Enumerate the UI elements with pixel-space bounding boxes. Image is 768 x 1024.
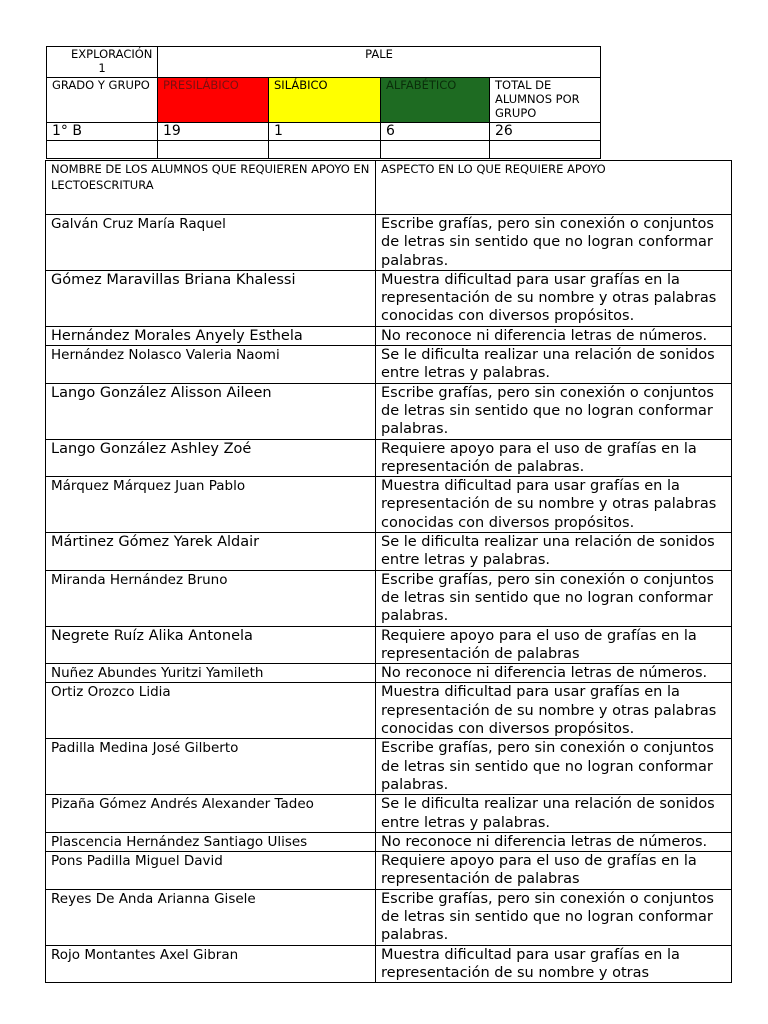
blank-cell — [158, 141, 269, 159]
students-name-header: NOMBRE DE LOS ALUMNOS QUE REQUIEREN APOYO EN LECTOESCRITURA — [46, 161, 376, 215]
student-name: Reyes De Anda Arianna Gisele — [46, 889, 376, 945]
student-aspect: No reconoce ni diferencia letras de números. — [376, 832, 732, 851]
blank-cell — [490, 141, 601, 159]
silabico-count: 1 — [269, 123, 381, 141]
pale-header: PALE — [158, 47, 601, 78]
student-name: Gómez Maravillas Briana Khalessi — [46, 270, 376, 326]
alfabetico-header: ALFABÉTICO — [381, 78, 490, 123]
student-name: Nuñez Abundes Yuritzi Yamileth — [46, 664, 376, 683]
student-aspect: Escribe grafías, pero sin conexión o conjuntos de letras sin sentido que no logran conformar palabras. — [376, 215, 732, 271]
student-name: Mártinez Gómez Yarek Aldair — [46, 533, 376, 571]
table-row — [46, 346, 732, 384]
student-aspect: Escribe grafías, pero sin conexión o conjuntos de letras sin sentido que no logran conformar palabras. — [376, 570, 732, 626]
table-row — [46, 683, 732, 739]
student-aspect: Requiere apoyo para el uso de grafías en la representación de palabras. — [376, 439, 732, 477]
student-aspect: Se le dificulta realizar una relación de sonidos entre letras y palabras. — [376, 533, 732, 571]
table-row — [46, 215, 732, 271]
student-name: Miranda Hernández Bruno — [46, 570, 376, 626]
table-row — [46, 626, 732, 664]
alfabetico-count: 6 — [381, 123, 490, 141]
student-aspect: Muestra dificultad para usar grafías en la representación de su nombre y otras palabras conocidas con diversos propósitos. — [376, 270, 732, 326]
student-name: Lango González Ashley Zoé — [46, 439, 376, 477]
table-row — [46, 383, 732, 439]
table-row — [46, 326, 732, 345]
student-name: Hernández Morales Anyely Esthela — [46, 326, 376, 345]
blank-cell — [47, 141, 158, 159]
presilabico-header: PRESILÁBICO — [158, 78, 269, 123]
student-aspect: No reconoce ni diferencia letras de números. — [376, 326, 732, 345]
blank-cell — [269, 141, 381, 159]
grupo-value: 1° B — [47, 123, 158, 141]
student-name: Lango González Alisson Aileen — [46, 383, 376, 439]
silabico-header: SILÁBICO — [269, 78, 381, 123]
student-aspect: Requiere apoyo para el uso de grafías en la representación de palabras — [376, 852, 732, 890]
student-name: Negrete Ruíz Alika Antonela — [46, 626, 376, 664]
student-aspect: Requiere apoyo para el uso de grafías en la representación de palabras — [376, 626, 732, 664]
student-aspect: Muestra dificultad para usar grafías en la representación de su nombre y otras palabras conocidas con diversos propósitos. — [376, 683, 732, 739]
table-row — [46, 889, 732, 945]
table-row — [46, 533, 732, 571]
table-row — [46, 439, 732, 477]
summary-table — [46, 46, 601, 159]
student-name: Padilla Medina José Gilberto — [46, 739, 376, 795]
table-row — [46, 477, 732, 533]
student-name: Pizaña Gómez Andrés Alexander Tadeo — [46, 795, 376, 833]
student-name: Ortiz Orozco Lidia — [46, 683, 376, 739]
student-aspect: Escribe grafías, pero sin conexión o conjuntos de letras sin sentido que no logran conformar palabras. — [376, 739, 732, 795]
student-name: Márquez Márquez Juan Pablo — [46, 477, 376, 533]
student-name: Pons Padilla Miguel David — [46, 852, 376, 890]
students-aspect-header: ASPECTO EN LO QUE REQUIERE APOYO — [376, 161, 732, 215]
table-row — [46, 739, 732, 795]
student-aspect: Escribe grafías, pero sin conexión o conjuntos de letras sin sentido que no logran conformar palabras. — [376, 383, 732, 439]
table-row — [46, 795, 732, 833]
table-row — [46, 852, 732, 890]
student-name: Galván Cruz María Raquel — [46, 215, 376, 271]
student-name: Hernández Nolasco Valeria Naomi — [46, 346, 376, 384]
student-aspect: Escribe grafías, pero sin conexión o conjuntos de letras sin sentido que no logran conformar palabras. — [376, 889, 732, 945]
total-header: TOTAL DE ALUMNOS POR GRUPO — [490, 78, 601, 123]
grado-grupo-header: GRADO Y GRUPO — [47, 78, 158, 123]
students-table — [45, 160, 732, 983]
table-row — [46, 945, 732, 983]
table-row — [46, 270, 732, 326]
table-row — [46, 570, 732, 626]
blank-cell — [381, 141, 490, 159]
student-name: Plascencia Hernández Santiago Ulises — [46, 832, 376, 851]
exploracion-header: EXPLORACIÓN 1 — [47, 47, 158, 78]
student-aspect: Muestra dificultad para usar grafías en la representación de su nombre y otras palabras conocidas con diversos propósitos. — [376, 477, 732, 533]
student-aspect: Muestra dificultad para usar grafías en la representación de su nombre y otras — [376, 945, 732, 983]
student-aspect: No reconoce ni diferencia letras de números. — [376, 664, 732, 683]
table-row — [46, 832, 732, 851]
student-aspect: Se le dificulta realizar una relación de sonidos entre letras y palabras. — [376, 795, 732, 833]
student-name: Rojo Montantes Axel Gibran — [46, 945, 376, 983]
table-row — [46, 664, 732, 683]
presilabico-count: 19 — [158, 123, 269, 141]
student-aspect: Se le dificulta realizar una relación de sonidos entre letras y palabras. — [376, 346, 732, 384]
total-count: 26 — [490, 123, 601, 141]
